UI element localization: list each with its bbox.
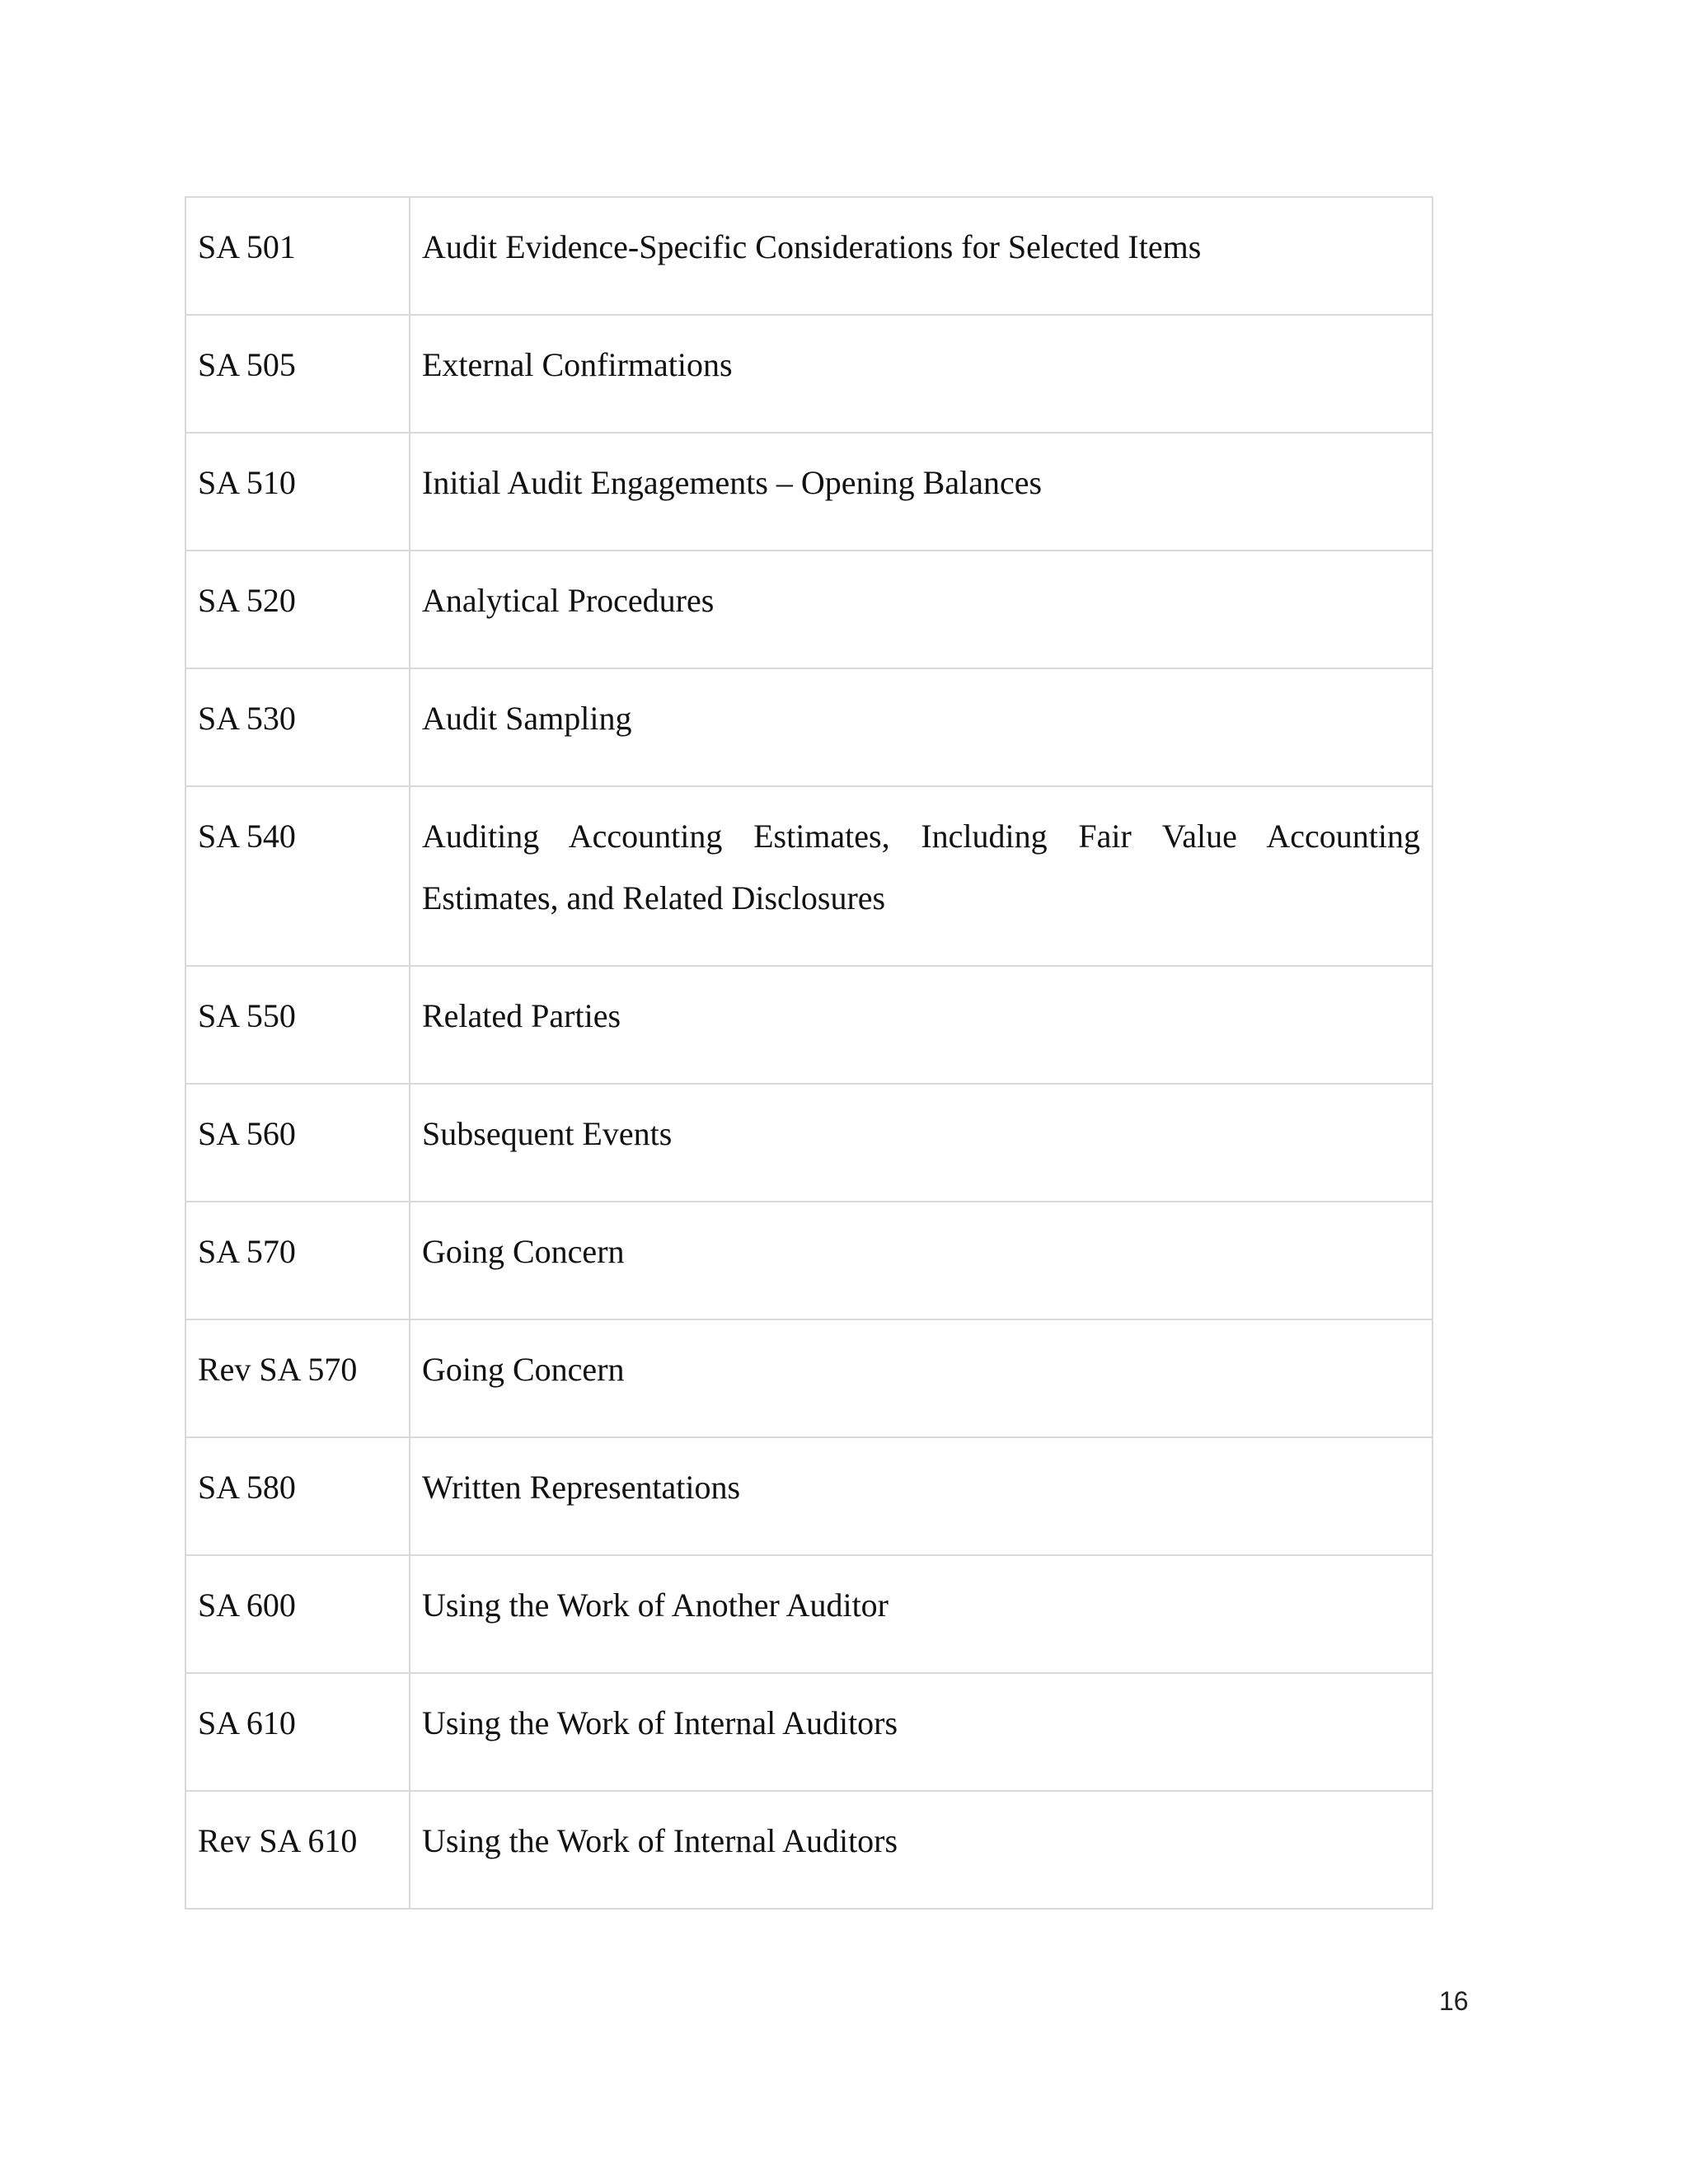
- table-row: [185, 1555, 1432, 1673]
- standard-title-cell: Using the Work of Another Auditor: [410, 1555, 1432, 1673]
- standard-title-cell: Written Representations: [410, 1437, 1432, 1555]
- table-row: [185, 1673, 1432, 1791]
- standard-title-cell: Audit Evidence-Specific Considerations for Selected Items: [410, 197, 1432, 315]
- standard-code-cell: SA 540: [185, 786, 410, 966]
- standards-table: [185, 196, 1433, 1910]
- standard-title-cell: Using the Work of Internal Auditors: [410, 1791, 1432, 1909]
- standard-code-cell: SA 600: [185, 1555, 410, 1673]
- standard-title-cell: Going Concern: [410, 1202, 1432, 1319]
- table-row: [185, 1437, 1432, 1555]
- table-row: [185, 1319, 1432, 1437]
- standard-title-cell: Initial Audit Engagements – Opening Balances: [410, 433, 1432, 551]
- standard-code-cell: SA 550: [185, 966, 410, 1084]
- table-row: [185, 1084, 1432, 1202]
- standard-code-cell: SA 560: [185, 1084, 410, 1202]
- table-row: [185, 1202, 1432, 1319]
- standard-code-cell: Rev SA 570: [185, 1319, 410, 1437]
- table-row: [185, 786, 1432, 966]
- table-row: [185, 433, 1432, 551]
- standard-title-cell: Analytical Procedures: [410, 551, 1432, 668]
- standard-code-cell: SA 505: [185, 315, 410, 433]
- standard-title-cell: Auditing Accounting Estimates, Including Fair Value Accounting Estimates, and Related Disclosures: [410, 786, 1432, 966]
- standard-title-cell: Using the Work of Internal Auditors: [410, 1673, 1432, 1791]
- standard-code-cell: SA 570: [185, 1202, 410, 1319]
- table-row: [185, 197, 1432, 315]
- standard-code-cell: SA 580: [185, 1437, 410, 1555]
- page-number: 16: [1439, 1986, 1469, 2016]
- standard-code-cell: Rev SA 610: [185, 1791, 410, 1909]
- standard-code-cell: SA 501: [185, 197, 410, 315]
- standard-title-cell: Audit Sampling: [410, 668, 1432, 786]
- standard-title-cell: External Confirmations: [410, 315, 1432, 433]
- standard-code-cell: SA 510: [185, 433, 410, 551]
- standard-title-cell: Related Parties: [410, 966, 1432, 1084]
- table-row: [185, 966, 1432, 1084]
- table-row: [185, 315, 1432, 433]
- standard-code-cell: SA 520: [185, 551, 410, 668]
- standard-title-cell: Going Concern: [410, 1319, 1432, 1437]
- table-row: [185, 1791, 1432, 1909]
- table-row: [185, 551, 1432, 668]
- standard-title-cell: Subsequent Events: [410, 1084, 1432, 1202]
- standard-code-cell: SA 530: [185, 668, 410, 786]
- standard-code-cell: SA 610: [185, 1673, 410, 1791]
- table-row: [185, 668, 1432, 786]
